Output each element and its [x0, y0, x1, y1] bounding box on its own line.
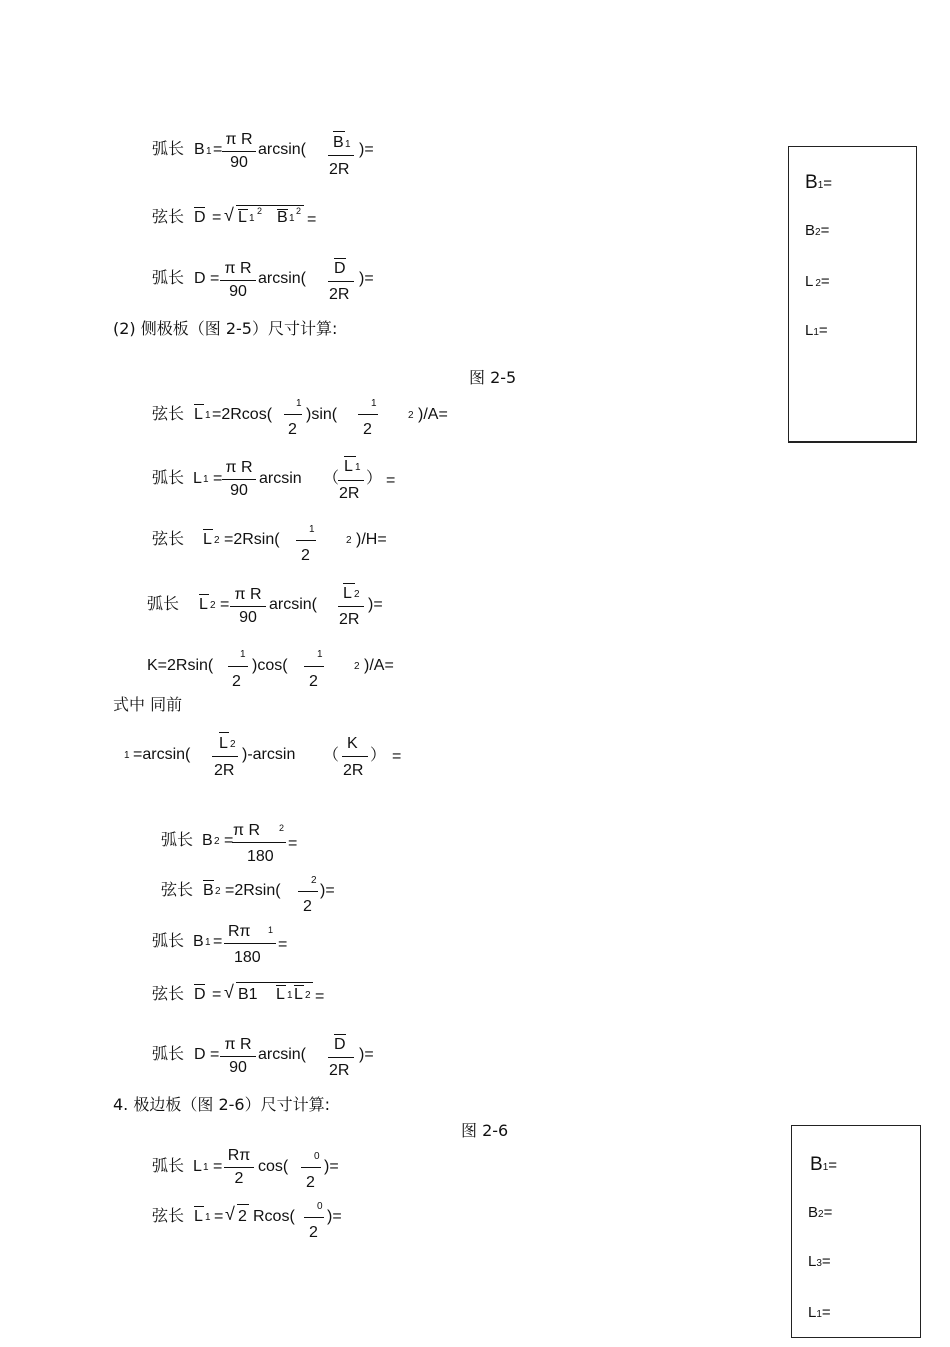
- superscript: 1: [268, 925, 274, 935]
- function: arcsin(: [258, 270, 307, 287]
- sqrt-icon: √: [224, 982, 234, 1002]
- overline: [333, 131, 345, 132]
- equals: =: [213, 1158, 223, 1175]
- tail: )=: [359, 1046, 374, 1063]
- denominator: 2R: [339, 485, 360, 502]
- fraction: [220, 261, 256, 300]
- fraction-bar: [328, 1057, 354, 1058]
- overline: [194, 984, 205, 985]
- subscript: 2: [305, 990, 311, 1001]
- fraction-bar: [296, 540, 316, 541]
- tail: )=: [327, 1208, 342, 1225]
- label: 弦长: [152, 207, 185, 226]
- fraction-bar: [301, 1167, 321, 1168]
- denominator: 2: [303, 898, 312, 915]
- denominator: 2R: [339, 611, 360, 628]
- numerator: π R: [225, 459, 253, 476]
- fraction: [222, 132, 256, 171]
- var: L: [194, 406, 203, 423]
- subscript: 2: [408, 410, 414, 421]
- overline: [199, 594, 209, 595]
- function: arcsin(: [258, 141, 307, 158]
- label: 弧长: [152, 468, 185, 487]
- numerator: K: [347, 735, 358, 752]
- numerator: 2: [311, 875, 317, 886]
- subscript: 1: [203, 474, 209, 485]
- denominator: 2: [309, 1224, 318, 1241]
- value: 2: [238, 1208, 247, 1225]
- subscript: 1: [345, 139, 351, 150]
- fraction-bar: [328, 281, 354, 282]
- equals: =: [213, 470, 223, 487]
- var: L: [203, 531, 212, 548]
- var: L: [294, 986, 303, 1003]
- denominator: 90: [230, 154, 248, 171]
- expression: )sin(: [306, 406, 338, 423]
- expression: =2Rsin(: [225, 882, 281, 899]
- var: B: [277, 209, 288, 226]
- var: B: [202, 832, 213, 849]
- function: arcsin(: [258, 1046, 307, 1063]
- tail: =: [315, 988, 325, 1005]
- equals: =: [214, 1208, 224, 1225]
- tail: =: [288, 835, 298, 852]
- answer-row: B2=: [808, 1204, 833, 1221]
- subscript: 2: [214, 535, 220, 546]
- subscript: 2: [210, 600, 216, 611]
- equals: =: [213, 933, 223, 950]
- var: L: [193, 1158, 202, 1175]
- denominator: 180: [247, 848, 274, 865]
- label: 弧长: [161, 830, 194, 849]
- tail: )=: [359, 141, 374, 158]
- paren: ）: [370, 745, 387, 764]
- denominator: 2: [363, 421, 372, 438]
- answer-row: L1=: [808, 1304, 831, 1321]
- answer-row: B1=: [810, 1154, 838, 1175]
- tail: )=: [324, 1158, 339, 1175]
- equals: =: [210, 270, 220, 287]
- answer-row: L 2=: [805, 273, 830, 290]
- var: L: [193, 470, 202, 487]
- label: 弧长: [147, 594, 180, 613]
- equals: =: [210, 1046, 220, 1063]
- function: Rcos(: [253, 1208, 295, 1225]
- numerator: π R: [225, 131, 253, 148]
- equals: =: [213, 141, 223, 158]
- function: arcsin(: [269, 596, 318, 613]
- fraction-bar: [328, 155, 354, 156]
- fraction-bar: [232, 842, 286, 843]
- overline: [219, 732, 229, 733]
- subscript: 2: [346, 535, 352, 546]
- denominator: 2R: [329, 1062, 350, 1079]
- note-text: 式中 同前: [113, 695, 183, 714]
- var: D: [194, 270, 206, 287]
- subscript: 2: [354, 589, 360, 600]
- answer-row: L3=: [808, 1253, 831, 1270]
- section-heading: 4. 极边板（图 2-6）尺寸计算:: [113, 1095, 330, 1114]
- overline: [334, 258, 346, 259]
- fraction: [230, 587, 266, 626]
- overline: [334, 1034, 346, 1035]
- numerator: 1: [296, 398, 302, 409]
- numerator: B: [333, 134, 344, 151]
- denominator: 2: [234, 1170, 244, 1187]
- denominator: 2R: [343, 762, 364, 779]
- numerator: π R: [233, 822, 261, 839]
- superscript: 2: [257, 206, 263, 216]
- label: 弧长: [152, 1156, 185, 1175]
- subscript: 2: [230, 739, 236, 750]
- overline: [343, 583, 355, 584]
- var: D: [194, 1046, 206, 1063]
- numerator: L: [344, 458, 353, 475]
- radical-bar: [236, 205, 304, 206]
- tail: =: [392, 748, 402, 765]
- label: 弧长: [152, 268, 185, 287]
- subscript: 1: [249, 213, 255, 224]
- label: 弧长: [152, 931, 185, 950]
- label: 弧长: [152, 139, 185, 158]
- denominator: 180: [234, 949, 261, 966]
- overline: [194, 1206, 204, 1207]
- subscript: 1: [205, 937, 211, 948]
- denominator: 90: [230, 482, 248, 499]
- denominator: 2R: [214, 762, 235, 779]
- denominator: 2R: [329, 161, 350, 178]
- fraction-bar: [298, 891, 318, 892]
- var: L: [238, 209, 247, 226]
- numerator: L: [343, 585, 352, 602]
- subscript: 1: [289, 213, 295, 224]
- expression: =2Rsin(: [224, 531, 280, 548]
- fraction-bar: [342, 756, 368, 757]
- label: 弦长: [161, 880, 194, 899]
- paren: ）: [366, 468, 383, 487]
- numerator: D: [334, 1036, 346, 1053]
- tail: )=: [320, 882, 335, 899]
- superscript: 2: [296, 206, 302, 216]
- fraction-bar: [338, 480, 364, 481]
- fraction-bar: [358, 414, 378, 415]
- subscript: 1: [124, 750, 130, 761]
- tail: =: [278, 936, 288, 953]
- numerator: 1: [240, 649, 246, 660]
- subscript: 2: [215, 886, 221, 897]
- subscript: 2: [214, 836, 220, 847]
- var: B: [203, 882, 214, 899]
- label: 弧长: [152, 1044, 185, 1063]
- numerator: π R: [234, 586, 262, 603]
- numerator: π R: [224, 260, 252, 277]
- function: cos(: [258, 1158, 289, 1175]
- fraction-bar: [228, 666, 248, 667]
- tail: )/A=: [418, 406, 448, 423]
- overline: [203, 880, 214, 881]
- var: B: [193, 933, 204, 950]
- numerator: 1: [309, 524, 315, 535]
- figure-caption: 图 2-6: [461, 1121, 509, 1140]
- radical-bar: [236, 982, 313, 983]
- expression: )-arcsin: [242, 746, 296, 763]
- subscript: 1: [205, 1212, 211, 1223]
- subscript: 2: [354, 661, 360, 672]
- tail: )/H=: [356, 531, 387, 548]
- subscript: 1: [205, 410, 211, 421]
- var: L: [276, 986, 285, 1003]
- expression: )cos(: [252, 657, 288, 674]
- subscript: 1: [206, 146, 212, 157]
- expression: =arcsin(: [133, 746, 191, 763]
- numerator: L: [219, 735, 228, 752]
- answer-box-1: [788, 146, 917, 443]
- denominator: 2: [232, 673, 241, 690]
- denominator: 2: [309, 673, 318, 690]
- expression: K=2Rsin(: [147, 657, 214, 674]
- numerator: Rπ: [227, 1147, 251, 1164]
- paren: （: [323, 745, 340, 764]
- numerator: Rπ: [228, 923, 251, 940]
- var: D: [194, 209, 206, 226]
- denominator: 90: [239, 609, 257, 626]
- label: 弦长: [152, 404, 185, 423]
- tail: )=: [368, 596, 383, 613]
- equals: =: [220, 596, 230, 613]
- equals: =: [224, 832, 234, 849]
- subscript: 1: [287, 990, 293, 1001]
- sqrt-icon: √: [225, 1204, 235, 1224]
- denominator: 2: [306, 1174, 315, 1191]
- numerator: D: [334, 260, 346, 277]
- tail: )/A=: [364, 657, 394, 674]
- overline: [203, 529, 213, 530]
- numerator: 0: [314, 1151, 320, 1162]
- overline: [194, 404, 204, 405]
- numerator: 0: [317, 1201, 323, 1212]
- subscript: 1: [355, 462, 361, 473]
- numerator: 1: [317, 649, 323, 660]
- var: L: [194, 1208, 203, 1225]
- numerator: 1: [371, 398, 377, 409]
- var: L: [199, 596, 208, 613]
- denominator: 2: [288, 421, 297, 438]
- paren: （: [323, 468, 340, 487]
- answer-row: B1=: [805, 172, 833, 193]
- denominator: 90: [229, 1059, 247, 1076]
- tail: =: [386, 472, 396, 489]
- fraction-bar: [304, 1217, 324, 1218]
- var: B: [194, 141, 205, 158]
- var: D: [194, 986, 206, 1003]
- fraction-bar: [338, 606, 364, 607]
- section-heading: (2) 侧极板（图 2-5）尺寸计算:: [113, 319, 338, 338]
- answer-row: L1=: [805, 322, 828, 339]
- fraction: [224, 1148, 254, 1187]
- fraction-bar: [284, 414, 302, 415]
- superscript: 2: [279, 823, 285, 833]
- label: 弦长: [152, 529, 185, 548]
- subscript: 1: [203, 1162, 209, 1173]
- fraction-bar: [212, 756, 238, 757]
- figure-caption: 图 2-5: [469, 368, 517, 387]
- fraction: [220, 1037, 256, 1076]
- tail: =: [307, 211, 317, 228]
- denominator: 2R: [329, 286, 350, 303]
- function: arcsin: [259, 470, 302, 487]
- var: B1: [238, 986, 258, 1003]
- equals: =: [212, 986, 222, 1003]
- fraction-bar: [304, 666, 324, 667]
- tail: )=: [359, 270, 374, 287]
- overline: [344, 456, 356, 457]
- sqrt-icon: √: [224, 205, 234, 225]
- denominator: 90: [229, 283, 247, 300]
- expression: =2Rcos(: [212, 406, 273, 423]
- numerator: π R: [224, 1036, 252, 1053]
- equals: =: [212, 209, 222, 226]
- denominator: 2: [301, 547, 310, 564]
- radical-bar: [237, 1204, 249, 1205]
- label: 弦长: [152, 984, 185, 1003]
- overline: [194, 207, 205, 208]
- fraction-bar: [224, 943, 276, 944]
- label: 弦长: [152, 1206, 185, 1225]
- fraction: [222, 460, 256, 499]
- answer-row: B2=: [805, 222, 830, 239]
- answer-box-2: [791, 1125, 921, 1338]
